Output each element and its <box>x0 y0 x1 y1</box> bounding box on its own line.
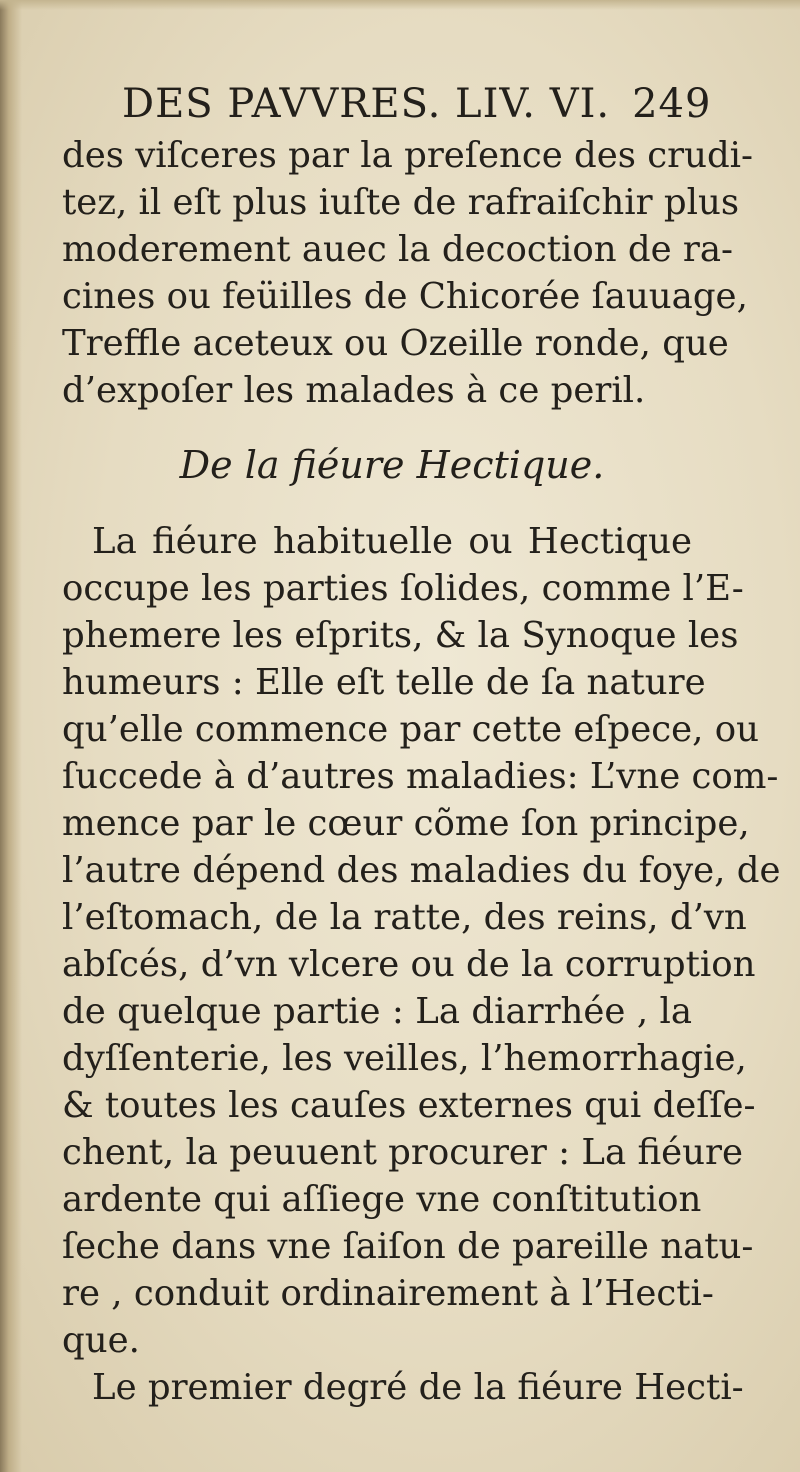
text-line: re , conduit ordinairement à l’Hecti- <box>62 1273 714 1314</box>
text-line: humeurs : Elle eſt telle de ſa nature <box>62 662 706 703</box>
text-line: d’expoſer les malades à ce peril. <box>62 370 646 411</box>
text-line: qu’elle commence par cette eſpece, ou <box>62 709 759 750</box>
page-text <box>62 76 781 1411</box>
running-title: DES PAVVRES. LIV. VI. <box>122 81 611 127</box>
running-header <box>122 76 712 132</box>
text-line: occupe les parties ſolides, comme l’E- <box>62 568 744 609</box>
text-line: ſeche dans vne ſaiſon de pareille natu- <box>62 1226 754 1267</box>
text-line: chent, la peuuent procurer : La fiéure <box>62 1132 743 1173</box>
text-line: mence par le cœur cõme ſon principe, <box>62 803 750 844</box>
text-line: des viſceres par la preſence des crudi- <box>62 135 754 176</box>
text-line: de quelque partie : La diarrhée , la <box>62 991 692 1032</box>
text-line: tez, il eſt plus iuſte de rafraiſchir plus <box>62 182 740 223</box>
section-heading: De la fiéure Hectique. <box>179 443 605 487</box>
text-line: & toutes les cauſes externes qui deſſe- <box>62 1085 756 1126</box>
text-line: Le premier degré de la fiéure Hecti- <box>92 1367 744 1408</box>
paragraph-1 <box>62 132 754 414</box>
text-line: dyſſenterie, les veilles, l’hemorrhagie, <box>62 1038 747 1079</box>
page-number: 249 <box>632 81 712 127</box>
text-line: La fiéure habituelle ou Hectique <box>92 521 692 562</box>
text-line: moderement auec la decoction de ra- <box>62 229 733 270</box>
text-line: cines ou feüilles de Chicorée ſauuage, <box>62 276 748 317</box>
text-line: ſuccede à d’autres maladies: L’vne com- <box>62 756 779 797</box>
text-line: Treffle aceteux ou Ozeille ronde, que <box>62 323 729 364</box>
paragraph-2 <box>62 518 781 1364</box>
text-line: abſcés, d’vn vlcere ou de la corruption <box>62 944 756 985</box>
text-line: l’autre dépend des maladies du foye, de <box>62 850 781 891</box>
text-line: l’eſtomach, de la ratte, des reins, d’vn <box>62 897 747 938</box>
text-line: que. <box>62 1320 140 1361</box>
text-line: phemere les eſprits, & la Synoque les <box>62 615 739 656</box>
paragraph-3 <box>62 1364 744 1411</box>
text-line: ardente qui aſſiege vne conſtitution <box>62 1179 702 1220</box>
